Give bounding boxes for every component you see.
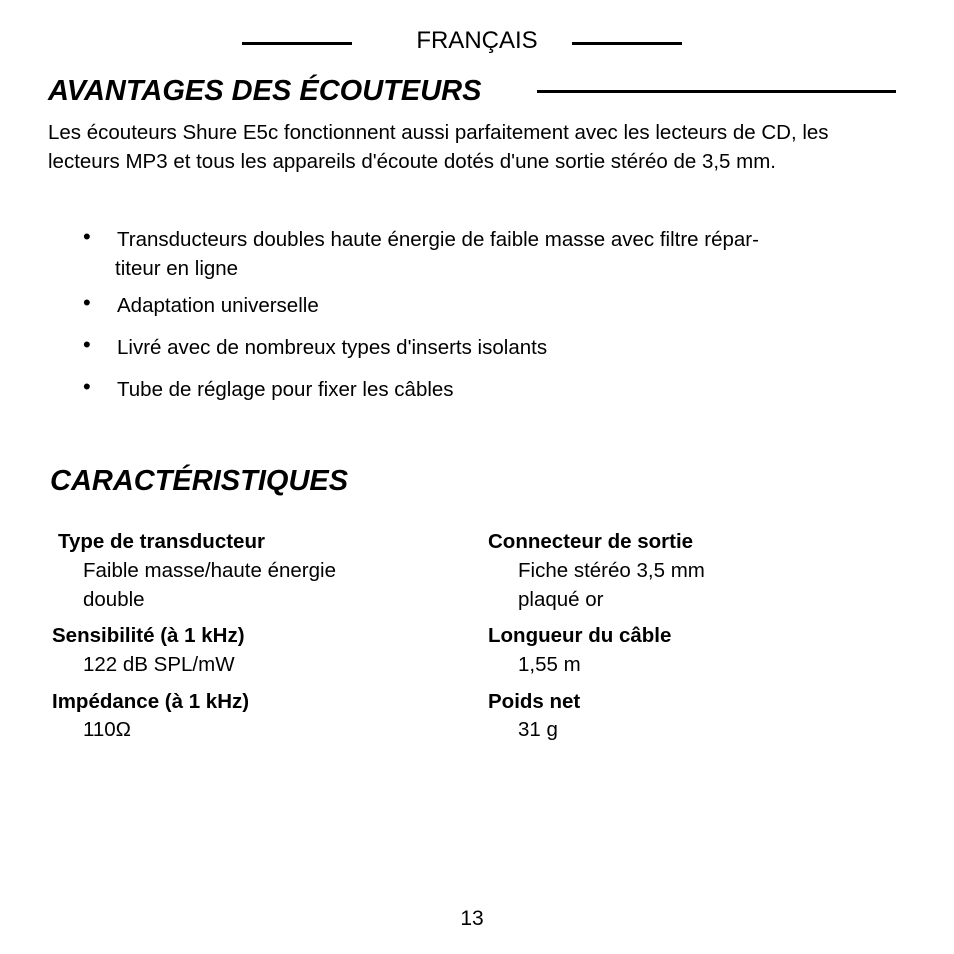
spec-label-net-weight: Poids net xyxy=(488,690,581,713)
spec-value-transducer-cont: double xyxy=(83,588,145,611)
spec-label-cable-length: Longueur du câble xyxy=(488,624,672,647)
list-item-text: Tube de réglage pour fixer les câbles xyxy=(117,378,454,401)
language-label: FRANÇAIS xyxy=(416,27,538,54)
list-item-text: Adaptation universelle xyxy=(117,294,319,317)
section-title-advantages: AVANTAGES DES ÉCOUTEURS xyxy=(48,75,482,107)
bullet-icon: • xyxy=(83,290,91,315)
bullet-icon: • xyxy=(83,224,91,249)
spec-value-connector-cont: plaqué or xyxy=(518,588,604,611)
list-item-text-continued: titeur en ligne xyxy=(115,257,239,280)
intro-paragraph: Les écouteurs Shure E5c fonctionnent aussi parfaitement avec les lecteurs de CD, les lecteurs MP3 et tous les appareils d'écoute dotés d'une sortie stéréo de 3,5 mm. xyxy=(48,121,829,173)
spec-value-impedance: 110Ω xyxy=(83,718,132,741)
header-rule-right xyxy=(572,42,682,45)
spec-label-connector: Connecteur de sortie xyxy=(488,530,694,553)
spec-value-sensitivity: 122 dB SPL/mW xyxy=(83,653,235,676)
section-title-rule xyxy=(537,90,896,93)
bullet-icon: • xyxy=(83,374,91,399)
spec-label-sensitivity: Sensibilité (à 1 kHz) xyxy=(52,624,245,647)
spec-value-transducer: Faible masse/haute énergie xyxy=(83,559,336,582)
page-number: 13 xyxy=(460,907,484,930)
spec-value-cable-length: 1,55 m xyxy=(518,653,581,676)
spec-label-transducer: Type de transducteur xyxy=(58,530,265,553)
spec-label-impedance: Impédance (à 1 kHz) xyxy=(52,690,250,713)
bullet-icon: • xyxy=(83,332,91,357)
list-item-text: Transducteurs doubles haute énergie de faible masse avec filtre répar- xyxy=(117,228,759,251)
section-title-specifications: CARACTÉRISTIQUES xyxy=(50,465,349,497)
spec-value-connector: Fiche stéréo 3,5 mm xyxy=(518,559,705,582)
spec-value-net-weight: 31 g xyxy=(518,718,558,741)
list-item-text: Livré avec de nombreux types d'inserts isolants xyxy=(117,336,548,359)
